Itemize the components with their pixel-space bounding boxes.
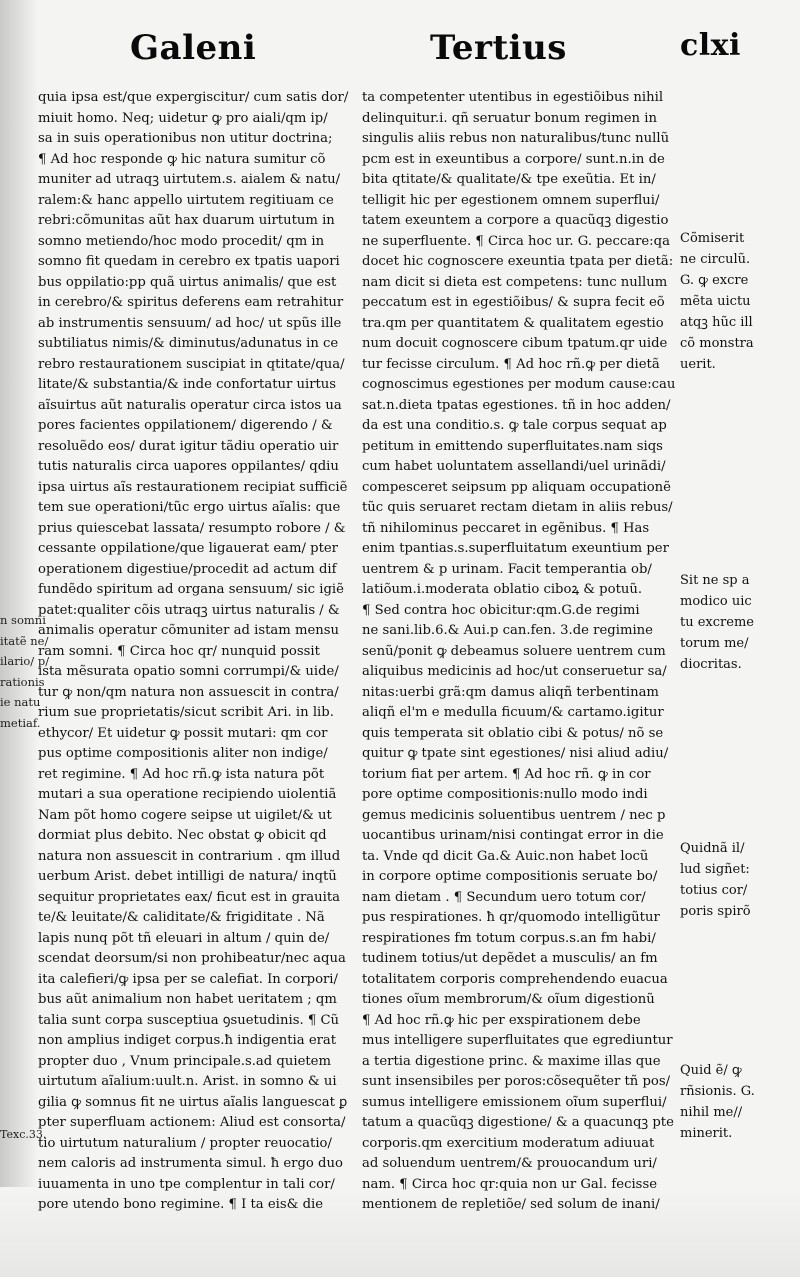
text-line: tñ nihilominus peccaret in egẽnibus. ¶ Has bbox=[362, 520, 650, 536]
text-line: sunt insensibiles per poros:cõsequẽter tñ pos/ bbox=[362, 1074, 671, 1089]
text-line: aliquibus medicinis ad hoc/ut conseruetur sa/ bbox=[362, 664, 667, 679]
text-line: senũ/ponit ꝙ debeamus soluere uentrem cum bbox=[362, 643, 666, 659]
text-line: uentrem & p urinam. Facit temperantia ob/ bbox=[362, 561, 652, 577]
margin-note-line: nihil me// bbox=[680, 1105, 743, 1120]
margin-note-line: Sit ne sp a bbox=[680, 573, 750, 588]
text-line: quitur ꝙ tpate sint egestiones/ nisi aliud adiu/ bbox=[362, 746, 669, 761]
text-line: tatum a quacũqꝫ digestione/ & a quacunqꝫ pte bbox=[362, 1115, 674, 1130]
text-line: resoluẽdo eos/ durat igitur tãdiu operatio uir bbox=[38, 438, 339, 454]
text-line: in cerebro/& spiritus deferens eam retrahitur bbox=[38, 295, 344, 310]
text-line: latiõum.i.moderata oblatio ciboꝝ & potuũ. bbox=[362, 582, 643, 597]
text-line: num docuit cognoscere cibum tpatum.qr uide bbox=[362, 336, 668, 351]
text-line: sa in suis operationibus non utitur doctrina; bbox=[38, 131, 333, 146]
text-line: ita calefieri/ꝙ ipsa per se calefiat. In corpori/ bbox=[38, 971, 338, 987]
margin-note-line: totius cor/ bbox=[680, 883, 748, 898]
margin-note-line: diocritas. bbox=[680, 657, 742, 672]
margin-note-line: itatẽ ne/ bbox=[0, 633, 49, 648]
text-line: ta. Vnde qd dicit Ga.& Auic.non habet locũ bbox=[362, 848, 649, 864]
margin-note-line: rationis bbox=[0, 674, 45, 689]
text-line: operationem digestiue/procedit ad actum dif bbox=[38, 561, 337, 577]
text-line: ethycor/ Et uidetur ꝙ possit mutari: qm cor bbox=[38, 725, 328, 741]
right-margin-note-3 bbox=[680, 838, 798, 922]
header-left: Galeni bbox=[130, 28, 257, 68]
text-line: enim tpantias.s.superfluitatum exeuntium per bbox=[362, 541, 669, 556]
header-center: Tertius bbox=[430, 28, 567, 68]
text-line: compesceret seipsum pp aliquam occupationẽ bbox=[362, 479, 671, 495]
text-line: torium fiat per artem. ¶ Ad hoc rñ. ꝙ in cor bbox=[362, 766, 651, 782]
text-line: pore utendo bono regimine. ¶ I ta eis& die bbox=[38, 1197, 324, 1212]
text-line: mentionem de repletiõe/ sed solum de inani/ bbox=[362, 1197, 660, 1212]
margin-note-line: mẽta uictu bbox=[680, 294, 751, 309]
text-line: gilia ꝙ somnus fit ne uirtus aĩalis languescat ꝑ bbox=[38, 1094, 348, 1110]
text-line: ne sani.lib.6.& Aui.p can.fen. 3.de regimine bbox=[362, 623, 653, 638]
text-line: tra.qm per quantitatem & qualitatem egestio bbox=[362, 315, 664, 331]
text-line: da est una conditio.s. ꝙ tale corpus sequat ap bbox=[362, 418, 667, 433]
left-text-column bbox=[38, 88, 350, 1216]
text-line: quis temperata sit oblatio cibi & potus/ nõ se bbox=[362, 725, 664, 741]
text-line: somno metiendo/hoc modo procedit/ qm in bbox=[38, 233, 325, 249]
text-line: uocantibus urinam/nisi contingat error in die bbox=[362, 828, 664, 843]
text-line: aĩsuirtus aũt naturalis operatur circa istos ua bbox=[38, 397, 342, 413]
text-line: mutari a sua operatione recipiendo uiolentiã bbox=[38, 787, 337, 802]
text-line: nam dicit si dieta est competens: tunc nullum bbox=[362, 274, 668, 290]
margin-note-line: tu excreme bbox=[680, 615, 754, 630]
text-line: patet:qualiter cõis utraqꝫ uirtus naturalis / & bbox=[38, 602, 340, 618]
text-line: a tertia digestione princ. & maxime illas que bbox=[362, 1053, 661, 1069]
text-line: tudinem totius/ut depẽdet a musculis/ an fm bbox=[362, 951, 658, 966]
margin-note-line: lud sigñet: bbox=[680, 862, 750, 877]
text-line: quia ipsa est/que expergiscitur/ cum satis dor/ bbox=[38, 90, 349, 105]
margin-note-line: rñsionis. G. bbox=[680, 1084, 755, 1099]
margin-note-line: modico uic bbox=[680, 594, 752, 609]
text-line: aliqñ el'm e medulla ficuum/& cartamo.igitur bbox=[362, 705, 664, 720]
text-line: bus oppilatio:pp quã uirtus animalis/ que est bbox=[38, 274, 337, 290]
text-line: ne superfluente. ¶ Circa hoc ur. G. peccare:qa bbox=[362, 233, 670, 249]
text-line: pores facientes oppilationem/ digerendo / & bbox=[38, 418, 333, 433]
right-margin-note-4 bbox=[680, 1060, 798, 1144]
text-line: ram somni. ¶ Circa hoc qr/ nunquid possit bbox=[38, 643, 320, 659]
text-line: tio uirtutum naturalium / propter reuocatio/ bbox=[38, 1135, 332, 1151]
text-line: tũc quis seruaret rectam dietam in aliis rebus/ bbox=[362, 500, 673, 515]
text-line: sequitur proprietates eax/ ficut est in grauita bbox=[38, 889, 341, 905]
text-line: ¶ Ad hoc responde ꝙ hic natura sumitur cõ bbox=[38, 151, 326, 167]
text-line: pus optime compositionis aliter non indige/ bbox=[38, 746, 328, 761]
margin-note-line: ie natu bbox=[0, 695, 41, 709]
margin-note-line: n somni bbox=[0, 613, 46, 627]
text-line: rebri:cõmunitas aũt hax duarum uirtutum in bbox=[38, 213, 335, 228]
text-line: ret regimine. ¶ Ad hoc rñ.ꝙ ista natura põt bbox=[38, 766, 325, 782]
text-line: cum habet uoluntatem assellandi/uel urinãdi/ bbox=[362, 459, 666, 474]
text-line: talia sunt corpa susceptiua ꝯsuetudinis. ¶ Cũ bbox=[38, 1012, 340, 1028]
text-line: bita qtitate/& qualitate/& tpe exeũtia. Et in/ bbox=[362, 172, 656, 187]
text-line: ista mẽsurata opatio somni corrumpi/& uide/ bbox=[38, 664, 339, 679]
right-margin-note-2 bbox=[680, 570, 798, 675]
text-line: tur fecisse circulum. ¶ Ad hoc rñ.ꝙ per dietã bbox=[362, 356, 660, 372]
text-line: gemus medicinis soluentibus uentrem / nec p bbox=[362, 807, 666, 823]
middle-text-column bbox=[362, 88, 674, 1216]
margin-note-line: metiaf. bbox=[0, 715, 41, 730]
text-line: rebro restaurationem suscipiat in qtitate/qua/ bbox=[38, 356, 345, 372]
margin-note-line: atqꝫ hũc ill bbox=[680, 315, 753, 330]
text-line: delinquitur.i. qñ seruatur bonum regimen in bbox=[362, 110, 657, 126]
margin-note-line: ne circulũ. bbox=[680, 252, 751, 267]
text-line: scendat deorsum/si non prohibeatur/nec aqua bbox=[38, 951, 346, 966]
text-line: miuit homo. Neq; uidetur ꝙ pro aiali/qm ip/ bbox=[38, 110, 328, 126]
text-line: uerbum Arist. debet intilligi de natura/ inqtũ bbox=[38, 869, 337, 884]
text-line: sumus intelligere emissionem oĩum superflui/ bbox=[362, 1094, 667, 1110]
text-line: ta competenter utentibus in egestiõibus nihil bbox=[362, 90, 664, 105]
margin-note-line: Quid ẽ/ ꝙ bbox=[680, 1063, 742, 1078]
margin-note-line: poris spirõ bbox=[680, 904, 751, 919]
text-line: ¶ Sed contra hoc obicitur:qm.G.de regimi bbox=[362, 602, 640, 618]
text-line: peccatum est in egestiõibus/ & supra fecit eõ bbox=[362, 295, 665, 310]
margin-note-line: G. ꝙ excre bbox=[680, 273, 749, 288]
text-line: tiones oĩum membrorum/& oĩum digestionũ bbox=[362, 992, 655, 1007]
text-line: muniter ad utraqꝫ uirtutem.s. aialem & natu/ bbox=[38, 172, 341, 187]
text-line: singulis aliis rebus non naturalibus/tunc nullũ bbox=[362, 131, 670, 146]
text-line: te/& leuitate/& caliditate/& frigiditate . Nã bbox=[38, 910, 325, 925]
right-margin-note-1 bbox=[680, 228, 798, 375]
text-line: respirationes fm totum corpus.s.an fm habi/ bbox=[362, 930, 656, 946]
text-line: corporis.qm exercitium moderatum adiuuat bbox=[362, 1135, 655, 1151]
text-line: ipsa uirtus aĩs restaurationem recipiat sufficiẽ bbox=[38, 479, 348, 495]
text-line: rium sue proprietatis/sicut scribit Ari. in lib. bbox=[38, 705, 334, 720]
margin-note-line: torum me/ bbox=[680, 636, 749, 651]
text-line: nam dietam . ¶ Secundum uero totum cor/ bbox=[362, 889, 646, 905]
text-line: cognoscimus egestiones per modum cause:cau bbox=[362, 377, 676, 392]
text-line: telligit hic per egestionem omnem superflui/ bbox=[362, 192, 660, 208]
text-line: lapis nunq põt tñ eleuari in altum / quin de/ bbox=[38, 930, 330, 946]
text-line: ab instrumentis sensuum/ ad hoc/ ut spũs ille bbox=[38, 315, 342, 331]
text-line: ad soluendum uentrem/& prouocandum uri/ bbox=[362, 1156, 657, 1171]
text-line: non amplius indiget corpus.ħ indigentia erat bbox=[38, 1033, 337, 1048]
running-header bbox=[0, 28, 800, 88]
text-line: prius quiescebat lassata/ resumpto robore / & bbox=[38, 520, 346, 536]
text-line: pore optime compositionis:nullo modo indi bbox=[362, 787, 648, 802]
text-line: dormiat plus debito. Nec obstat ꝙ obicit qd bbox=[38, 828, 327, 843]
folio-number: clxi bbox=[680, 28, 741, 63]
margin-note-line: minerit. bbox=[680, 1126, 733, 1141]
text-line: ¶ Ad hoc rñ.ꝙ hic per exspirationem debe bbox=[362, 1012, 641, 1028]
text-line: pcm est in exeuntibus a corpore/ sunt.n.in de bbox=[362, 151, 665, 167]
text-line: sat.n.dieta tpatas egestiones. tñ in hoc adden/ bbox=[362, 397, 671, 413]
text-line: in corpore optime compositionis seruate bo/ bbox=[362, 869, 658, 884]
text-line: ralem:& hanc appello uirtutem regitiuam ce bbox=[38, 192, 334, 208]
text-line: subtiliatus nimis/& diminutus/adunatus in ce bbox=[38, 336, 339, 351]
text-line: pter superfluam actionem: Aliud est consorta/ bbox=[38, 1115, 346, 1130]
text-line: iuuamenta in uno tpe complentur in tali cor/ bbox=[38, 1176, 335, 1192]
text-line: tutis naturalis circa uapores oppilantes/ qdiu bbox=[38, 459, 339, 474]
text-line: docet hic cognoscere exeuntia tpata per dietã: bbox=[362, 254, 674, 269]
signature-mark: Texc.33. bbox=[0, 1128, 47, 1141]
margin-note-line: uerit. bbox=[680, 357, 716, 372]
text-line: tem sue operationi/tũc ergo uirtus aĩalis: que bbox=[38, 500, 341, 515]
text-line: cessante oppilatione/que ligauerat eam/ pter bbox=[38, 541, 338, 556]
text-line: Nam põt homo cogere seipse ut uigilet/& ut bbox=[38, 807, 332, 823]
text-line: nitas:uerbi grã:qm damus aliqñ terbentinam bbox=[362, 684, 659, 700]
text-line: animalis operatur cõmuniter ad istam mensu bbox=[38, 623, 340, 638]
margin-note-line: cõ monstra bbox=[680, 336, 754, 351]
text-line: petitum in emittendo superfluitates.nam siqs bbox=[362, 438, 663, 454]
text-line: pus respirationes. ħ qr/quomodo intelligũtur bbox=[362, 910, 660, 925]
text-line: nem caloris ad instrumenta simul. ħ ergo duo bbox=[38, 1156, 343, 1171]
text-line: fundẽdo spiritum ad organa sensuum/ sic igiẽ bbox=[38, 582, 344, 597]
text-line: tatem exeuntem a corpore a quacũqꝫ digestio bbox=[362, 213, 669, 228]
margin-note-line: Cõmiserit bbox=[680, 231, 745, 246]
text-line: uirtutum aĩalium:uult.n. Arist. in somno & ui bbox=[38, 1074, 337, 1089]
text-line: somno fit quedam in cerebro ex tpatis uapori bbox=[38, 254, 340, 269]
text-line: litate/& substantia/& inde confortatur uirtus bbox=[38, 377, 337, 392]
margin-note-line: Quidnã il/ bbox=[680, 841, 745, 856]
margin-note-line: ilario/ p/ bbox=[0, 654, 50, 668]
text-line: bus aũt animalium non habet ueritatem ; qm bbox=[38, 992, 337, 1007]
text-line: nam. ¶ Circa hoc qr:quia non ur Gal. fecisse bbox=[362, 1176, 658, 1192]
text-line: tur ꝙ non/qm natura non assuescit in contra/ bbox=[38, 684, 339, 700]
text-line: mus intelligere superfluitates que egrediuntur bbox=[362, 1033, 673, 1048]
left-margin-notes bbox=[0, 610, 50, 733]
text-line: totalitatem corporis comprehendendo euacua bbox=[362, 971, 668, 987]
text-line: propter duo , Vnum principale.s.ad quietem bbox=[38, 1053, 331, 1069]
text-line: natura non assuescit in contrarium . qm illud bbox=[38, 848, 341, 864]
